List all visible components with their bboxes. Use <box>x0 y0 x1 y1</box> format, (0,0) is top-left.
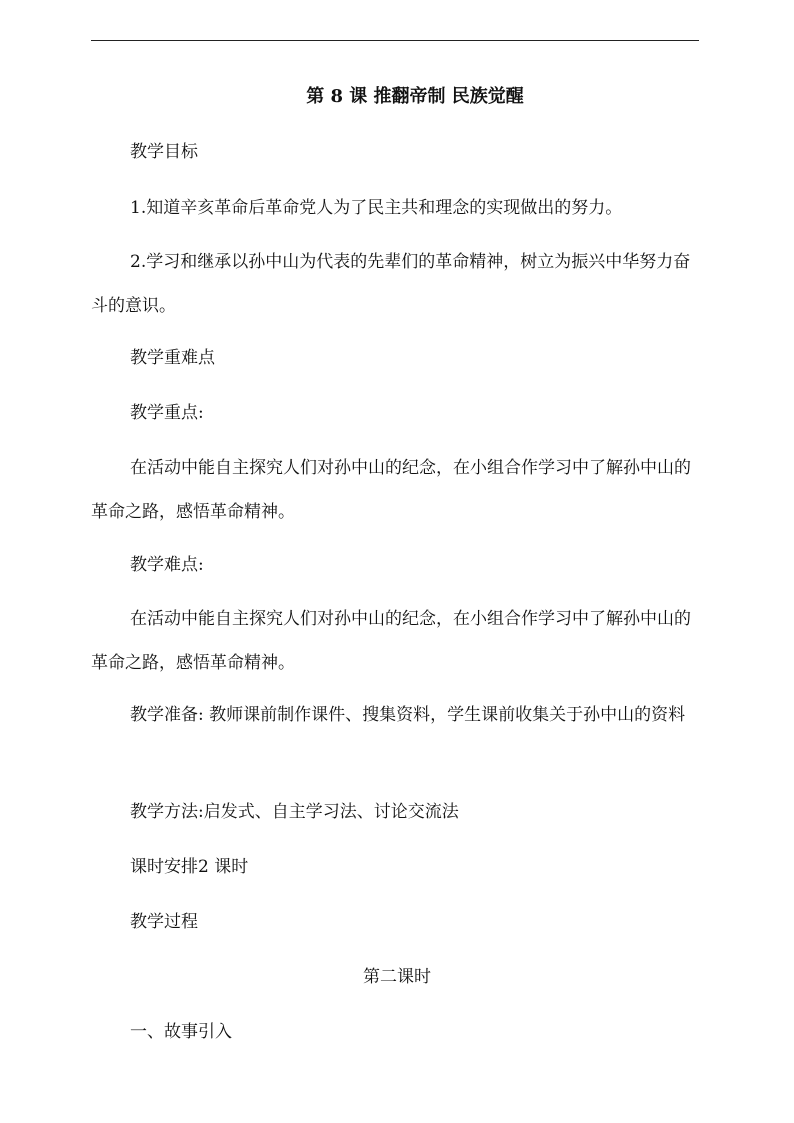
section-heading-key-difficult: 教学重难点 <box>130 348 215 368</box>
story-intro-heading: 一、故事引入 <box>130 1022 232 1042</box>
key-points-label: 教学重点: <box>130 403 204 423</box>
teaching-preparation: 教学准备: 教师课前制作课件、搜集资料，学生课前收集关于孙中山的资料 <box>130 705 686 725</box>
class-hours: 课时安排2 课时 <box>130 857 249 877</box>
key-points-text: 在活动中能自主探究人们对孙中山的纪念，在小组合作学习中了解孙中山的革命之路，感悟革命精神。 <box>91 458 691 522</box>
header-rule <box>91 40 699 41</box>
teaching-methods: 教学方法:启发式、自主学习法、讨论交流法 <box>130 802 459 822</box>
lesson-title: 第 8 课 推翻帝制 民族觉醒 <box>306 86 524 107</box>
section-heading-process: 教学过程 <box>130 912 198 932</box>
objective-1: 1.知道辛亥革命后革命党人为了民主共和理念的实现做出的努力。 <box>130 198 623 218</box>
objective-2: 2.学习和继承以孙中山为代表的先辈们的革命精神，树立为振兴中华努力奋斗的意识。 <box>91 252 691 316</box>
difficult-points-label: 教学难点: <box>130 555 204 575</box>
difficult-points-text: 在活动中能自主探究人们对孙中山的纪念，在小组合作学习中了解孙中山的革命之路，感悟革命精神。 <box>91 609 691 673</box>
second-lesson-heading: 第二课时 <box>363 967 431 987</box>
section-heading-objectives: 教学目标 <box>130 142 198 162</box>
